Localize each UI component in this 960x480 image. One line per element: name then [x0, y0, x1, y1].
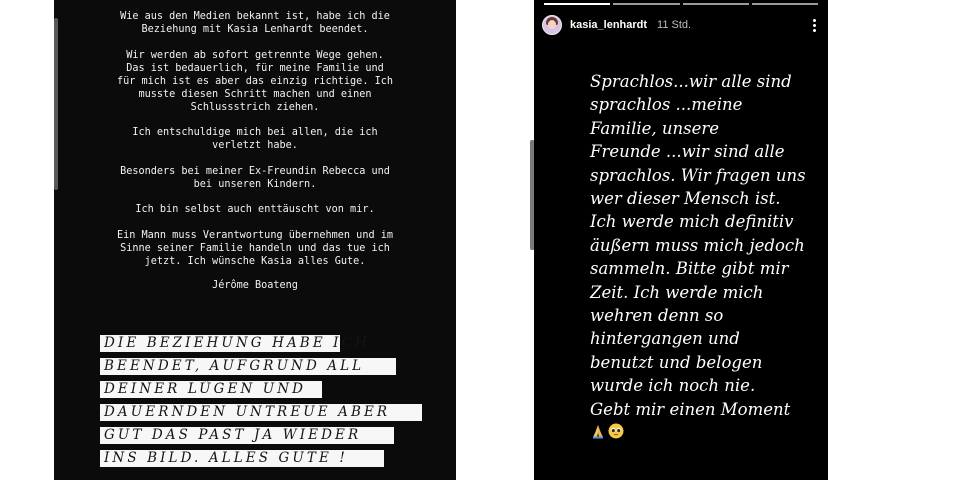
right-story-panel — [534, 0, 828, 480]
progress-segment — [613, 3, 679, 5]
statement-text — [54, 10, 456, 305]
message-line: Familie, unsere — [590, 118, 720, 138]
story-message — [590, 70, 826, 439]
message-line: Ich werde mich definitiv — [590, 212, 794, 232]
left-story-panel — [54, 0, 456, 480]
overlay-line-5: GUT DAS PAST JA WIEDER — [100, 427, 394, 444]
left-panel-edge — [54, 18, 58, 190]
message-line: Sprachlos...wir alle sind — [590, 72, 792, 91]
statement-paragraph-4: Besonders bei meiner Ex-Freundin Rebecca und bei unseren Kindern. — [120, 165, 390, 190]
message-line: Gebt mir einen Moment — [590, 399, 791, 419]
statement-paragraph-5: Ich bin selbst auch enttäuscht von mir. — [135, 204, 375, 215]
message-line: benutzt und belogen — [590, 352, 763, 372]
story-progress-bar — [544, 3, 818, 5]
message-line: sprachlos. Wir fragen uns — [590, 165, 806, 185]
message-line: wer dieser Mensch ist. — [590, 189, 781, 209]
statement-paragraph-3: Ich entschuldige mich bei allen, die ich verletzt habe. — [132, 127, 378, 151]
overlay-line-2: BEENDET, AUFGRUND ALL — [100, 358, 396, 375]
story-timestamp: 11 Std. — [657, 19, 692, 31]
story-header — [542, 14, 820, 36]
emoji-row — [590, 423, 826, 439]
folded-hands-icon — [590, 423, 606, 439]
pleading-face-icon — [608, 423, 624, 439]
progress-segment — [683, 3, 749, 5]
statement-paragraph-1: Wie aus den Medien bekannt ist, habe ich die Beziehung mit Kasia Lenhardt beendet. — [120, 11, 390, 35]
overlay-line-3: DEINER LÜGEN UND — [100, 381, 322, 398]
message-line: Zeit. Ich werde mich — [590, 282, 764, 302]
overlay-line-1: DIE BEZIEHUNG HABE ICH — [100, 335, 340, 352]
progress-segment — [544, 3, 610, 5]
message-line: sprachlos ...meine — [590, 95, 743, 115]
overlay-line-4: DAUERNDEN UNTREUE ABER — [100, 404, 422, 421]
message-line: Freunde ...wir sind alle — [590, 142, 785, 162]
message-line: hintergangen und — [590, 329, 740, 349]
message-line: wurde ich noch nie. — [590, 376, 756, 396]
overlay-line-6: INS BILD. ALLES GUTE ! — [100, 450, 384, 467]
more-options-icon[interactable] — [808, 15, 820, 35]
message-line: wehren denn so — [590, 306, 724, 326]
message-line: sammeln. Bitte gibt mir — [590, 259, 789, 279]
avatar[interactable] — [542, 15, 562, 35]
statement-paragraph-2: Wir werden ab sofort getrennte Wege gehen. Das ist bedauerlich, für meine Familie und für mich ist es aber das einzig richtige. Ich musste diesen Schritt machen und einen Schlussstrich ziehen. — [116, 49, 393, 113]
username[interactable]: kasia_lenhardt — [570, 19, 648, 31]
avatar-face — [548, 20, 556, 29]
statement-paragraph-6: Ein Mann muss Verantwortung übernehmen und im Sinne seiner Familie handeln und das tue ich jetzt. Ich wünsche Kasia alles Gute. — [116, 229, 393, 267]
message-line: äußern muss mich jedoch — [590, 235, 805, 255]
statement-signature: Jérôme Boateng — [212, 280, 298, 291]
progress-segment — [752, 3, 818, 5]
